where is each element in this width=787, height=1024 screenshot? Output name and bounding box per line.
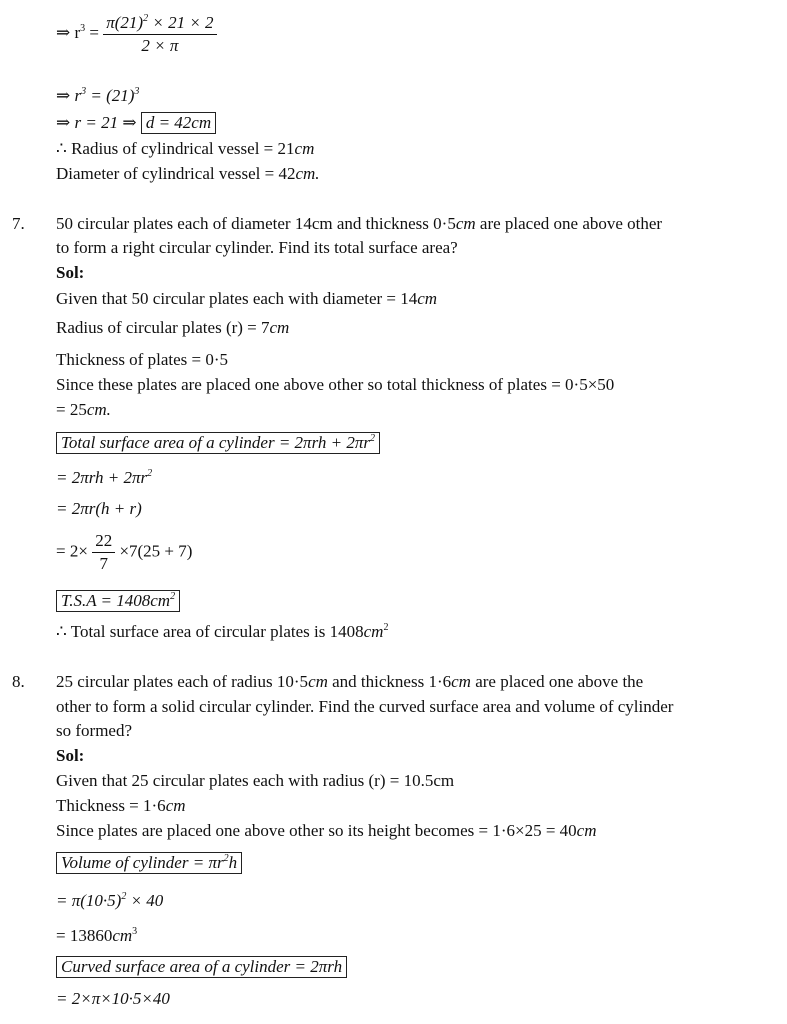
q7-step2: = 2πr(h + r) (56, 499, 142, 518)
q7-step1: = $2\pi rh + 2\pi r^2$ (56, 468, 153, 487)
csa-formula-box: Curved surface area of a cylinder = 2πrh (56, 956, 347, 978)
q7-radius: Radius of circular plates (r) = 7cm (56, 318, 290, 337)
q7-thickness: Thickness of plates = 0·5 (56, 350, 228, 369)
q7-step3-denominator: 7 (99, 554, 108, 573)
q8-sol-label: Sol: (56, 746, 85, 765)
q8-number: 8. (12, 672, 25, 691)
q7-tsa-formula (56, 432, 380, 454)
q7-step3-numerator: 22 (92, 530, 115, 553)
diameter-result-box: d = 42cm (141, 112, 216, 134)
q8-volume-step1: = $\pi(10\cdot 5)^2 \times 40$ (56, 891, 164, 910)
top-step-fraction-prefix: ⇒ $r^3$ = (56, 23, 104, 43)
q7-question-line1: 50 circular plates each of diameter 14cm and thickness 0·5cm are placed one above other (56, 214, 663, 233)
q8-thickness: Thickness = 1·6cm (56, 796, 186, 815)
q7-conclusion: ∴ Total surface area of circular plates is $1408cm^2$ (56, 622, 389, 641)
top-fraction-denominator: 2 × π (141, 36, 179, 55)
q7-question-line2: to form a right circular cylinder. Find its total surface area? (56, 238, 458, 257)
tsa-formula-box: Total surface area of a cylinder = $2\pi rh + 2\pi r^2$ (56, 432, 380, 454)
top-step-fraction (56, 12, 217, 57)
q7-step3-fraction (92, 530, 115, 575)
q7-since: Since these plates are placed one above other so total thickness of plates = 0·5×50 (56, 375, 615, 394)
q8-question-line3: so formed? (56, 721, 133, 740)
q7-total-thickness: = 25cm. (56, 400, 111, 419)
tsa-result-box: $T.S.A = 1408cm^2$ (56, 590, 180, 612)
top-fraction-numerator: $\pi(21)^2 \times 21 \times 2$ (103, 12, 216, 35)
q7-step3: = 2× $\frac{22}{7}$ ×7(25 + 7) (56, 531, 193, 573)
q8-csa-formula (56, 956, 347, 978)
q8-question-line2: other to form a solid circular cylinder. Find the curved surface area and volume of cylinder (56, 697, 674, 716)
q7-number: 7. (12, 214, 25, 233)
q8-volume-result: = $13860cm^3$ (56, 926, 138, 945)
top-radius-conclusion: ∴ Radius of cylindrical vessel = 21cm (56, 139, 315, 158)
q8-volume-formula (56, 852, 242, 874)
q8-question-line1: 25 circular plates each of radius 10·5cm and thickness 1·6cm are placed one above the (56, 672, 644, 691)
q7-given: Given that 50 circular plates each with diameter = 14cm (56, 289, 438, 308)
volume-formula-box: Volume of cylinder = $\pi r^2h$ (56, 852, 242, 874)
top-step-diameter: ⇒ r = 21 ⇒ d = 42cm (56, 112, 216, 134)
q8-given: Given that 25 circular plates each with radius (r) = 10.5cm (56, 771, 455, 790)
top-diameter-conclusion: Diameter of cylindrical vessel = 42cm. (56, 164, 320, 183)
q7-result (56, 590, 180, 612)
q8-csa-step1: = 2×π×10·5×40 (56, 989, 170, 1008)
top-step-r-cubed: ⇒ $r^3 = (21)^3$ (56, 86, 140, 105)
q8-since: Since plates are placed one above other so its height becomes = 1·6×25 = 40cm (56, 821, 597, 840)
q7-sol-label: Sol: (56, 263, 85, 282)
top-fraction (103, 12, 216, 57)
